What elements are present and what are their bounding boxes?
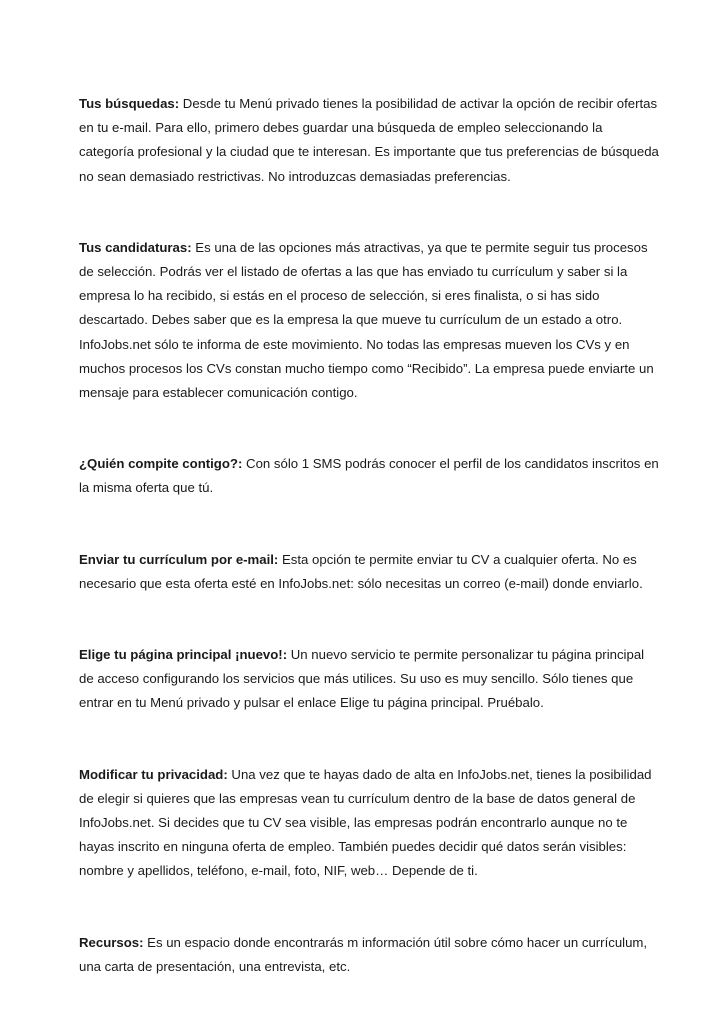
section-tus-candidaturas: [79, 236, 659, 405]
section-quien-compite: [79, 452, 659, 500]
section-heading: Tus candidaturas:: [79, 239, 192, 255]
section-text: Es una de las opciones más atractivas, ya que te permite seguir tus procesos de selección. Podrás ver el listado de ofertas a las que has enviado tu currículum y saber si la empresa lo ha recibido, si estás en el proceso de selección, si eres finalista, o si has sido descartado. Debes saber que es la empresa la que mueve tu currículum de un estado a otro. InfoJobs.net sólo te informa de este movimiento. No todas las empresas mueven los CVs y en muchos procesos los CVs constan mucho tiempo como “Recibido”. La empresa puede enviarte un mensaje para establecer comunicación contigo.: [79, 239, 654, 401]
section-heading: Modificar tu privacidad:: [79, 766, 228, 782]
section-text: Esta opción te permite enviar tu CV a cualquier oferta. No es necesario que esta oferta esté en InfoJobs.net: sólo necesitas un correo (e-mail) donde enviarlo.: [79, 551, 643, 591]
section-text: Una vez que te hayas dado de alta en InfoJobs.net, tienes la posibilidad de elegir si quieres que las empresas vean tu currículum dentro de la base de datos general de InfoJobs.net. Si decides que tu CV sea visible, las empresas podrán encontrarlo aunque no te hayas inscrito en ninguna oferta de empleo. También puedes decidir qué datos serán visibles: nombre y apellidos, teléfono, e-mail, foto, NIF, web… Depende de ti.: [79, 766, 652, 879]
section-text: Es un espacio donde encontrarás m información útil sobre cómo hacer un currículum, una carta de presentación, una entrevista, etc.: [79, 934, 648, 974]
section-elige-pagina: [79, 643, 659, 716]
section-heading: Enviar tu currículum por e-mail:: [79, 551, 279, 567]
section-heading: Elige tu página principal ¡nuevo!:: [79, 647, 288, 663]
section-modificar-privacidad: [79, 763, 659, 884]
section-heading: Tus búsquedas:: [79, 96, 180, 111]
section-tus-busquedas: [79, 92, 659, 189]
document-body: [79, 92, 659, 979]
section-heading: ¿Quién compite contigo?:: [79, 456, 243, 472]
section-recursos: [79, 931, 659, 979]
section-text: Con sólo 1 SMS podrás conocer el perfil de los candidatos inscritos en la misma oferta que tú.: [79, 456, 659, 496]
section-enviar-curriculum: [79, 548, 659, 596]
section-text: Un nuevo servicio te permite personalizar tu página principal de acceso configurando los servicios que más utilices. Su uso es muy sencillo. Sólo tienes que entrar en tu Menú privado y pulsar el enlace Elige tu página principal. Pruébalo.: [79, 647, 645, 711]
section-text: Desde tu Menú privado tienes la posibilidad de activar la opción de recibir ofertas en tu e-mail. Para ello, primero debes guardar una búsqueda de empleo seleccionando la categoría profesional y la ciudad que te interesan. Es importante que tus preferencias de búsqueda no sean demasiado restrictivas. No introduzcas demasiadas preferencias.: [79, 96, 659, 184]
section-heading: Recursos:: [79, 934, 144, 950]
